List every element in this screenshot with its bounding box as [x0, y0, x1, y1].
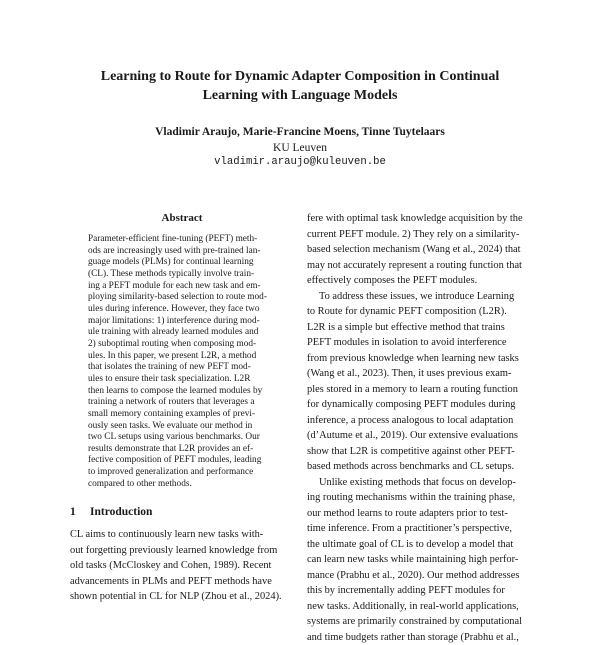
text-line: two CL setups using various benchmarks. Our [88, 432, 276, 444]
text-line: from previous knowledge when learning new tasks [307, 351, 535, 367]
title-line: Learning to Route for Dynamic Adapter Composition in Continual [60, 67, 540, 86]
text-line: ing routing mechanisms within the training phase, [307, 490, 535, 506]
text-line: systems are primarily constrained by computational [307, 614, 535, 630]
text-line: compared to other methods. [88, 479, 276, 491]
text-line: to Route for dynamic PEFT composition (L2R). [307, 304, 535, 320]
text-line: may not accurately represent a routing function that [307, 258, 535, 274]
text-line: 2) suboptimal routing when composing mod- [88, 339, 276, 351]
text-line: ule training with already learned modules and [88, 327, 276, 339]
text-line: fere with optimal task knowledge acquisition by the [307, 211, 535, 227]
text-line: ploying similarity-based selection to route mod- [88, 292, 276, 304]
right-column-body [307, 211, 535, 645]
text-line: major limitations: 1) interference during mod- [88, 316, 276, 328]
text-line: current PEFT module. 2) They rely on a similarity- [307, 227, 535, 243]
text-line: based methods across benchmarks and CL setups. [307, 459, 535, 475]
text-line: To address these issues, we introduce Learning [307, 289, 535, 305]
text-line: ods are increasingly used with pre-trained lan- [88, 246, 276, 258]
text-line: the ultimate goal of CL is to develop a model that [307, 537, 535, 553]
text-line: fective composition of PEFT modules, leading [88, 455, 276, 467]
text-line: results demonstrate that L2R provides an ef- [88, 444, 276, 456]
text-line: (Wang et al., 2023). Then, it uses previous exam- [307, 366, 535, 382]
section-title: Introduction [90, 506, 152, 518]
section-heading-introduction [70, 505, 290, 519]
text-line: training a network of routers that leverages a [88, 397, 276, 409]
title-line: Learning with Language Models [60, 86, 540, 105]
text-line: (CL). These methods typically involve train- [88, 269, 276, 281]
text-line: PEFT modules in isolation to avoid interference [307, 335, 535, 351]
introduction-body [70, 527, 295, 605]
abstract-body [88, 234, 276, 490]
paper-title [60, 67, 540, 105]
section-number: 1 [70, 505, 90, 519]
text-line: that isolates the training of new PEFT mod- [88, 362, 276, 374]
text-line: out forgetting previously learned knowledge from [70, 543, 295, 559]
text-line: CL aims to continuously learn new tasks with- [70, 527, 295, 543]
text-line: ules during inference. However, they face two [88, 304, 276, 316]
text-line: based selection mechanism (Wang et al., 2024) that [307, 242, 535, 258]
text-line: (d’Autume et al., 2019). Our extensive evaluations [307, 428, 535, 444]
author-email: vladimir.araujo@kuleuven.be [60, 154, 540, 170]
text-line: small memory containing examples of previ- [88, 409, 276, 421]
text-line: advancements in PLMs and PEFT methods have [70, 574, 295, 590]
text-line: our method learns to route adapters prior to test- [307, 506, 535, 522]
text-line: ously seen tasks. We evaluate our method in [88, 421, 276, 433]
author-list: Vladimir Araujo, Marie-Francine Moens, Tinne Tuytelaars [60, 124, 540, 140]
text-line: to improved generalization and performance [88, 467, 276, 479]
text-line: then learns to compose the learned modules by [88, 386, 276, 398]
text-line: ing a PEFT module for each new task and em- [88, 281, 276, 293]
text-line: guage models (PLMs) for continual learning [88, 257, 276, 269]
text-line: and time budgets rather than storage (Prabhu et al., [307, 630, 535, 645]
text-line: this by incrementally adding PEFT modules for [307, 583, 535, 599]
text-line: Unlike existing methods that focus on develop- [307, 475, 535, 491]
text-line: ules. In this paper, we present L2R, a method [88, 351, 276, 363]
text-line: inference, a process analogous to local adaptation [307, 413, 535, 429]
text-line: Parameter-efficient fine-tuning (PEFT) meth- [88, 234, 276, 246]
affiliation: KU Leuven [60, 140, 540, 156]
text-line: shown potential in CL for NLP (Zhou et al., 2024). [70, 589, 295, 605]
text-line: show that L2R is competitive against other PEFT- [307, 444, 535, 460]
text-line: L2R is a simple but effective method that trains [307, 320, 535, 336]
text-line: new tasks. Additionally, in real-world applications, [307, 599, 535, 615]
text-line: ples stored in a memory to learn a routing function [307, 382, 535, 398]
text-line: old tasks (McCloskey and Cohen, 1989). Recent [70, 558, 295, 574]
text-line: effectively composes the PEFT modules. [307, 273, 535, 289]
text-line: ules to ensure their task specialization. L2R [88, 374, 276, 386]
text-line: can learn new tasks while maintaining high perfor- [307, 552, 535, 568]
abstract-heading: Abstract [88, 211, 276, 225]
text-line: time inference. From a practitioner’s perspective, [307, 521, 535, 537]
text-line: mance (Prabhu et al., 2020). Our method addresses [307, 568, 535, 584]
text-line: for dynamically composing PEFT modules during [307, 397, 535, 413]
